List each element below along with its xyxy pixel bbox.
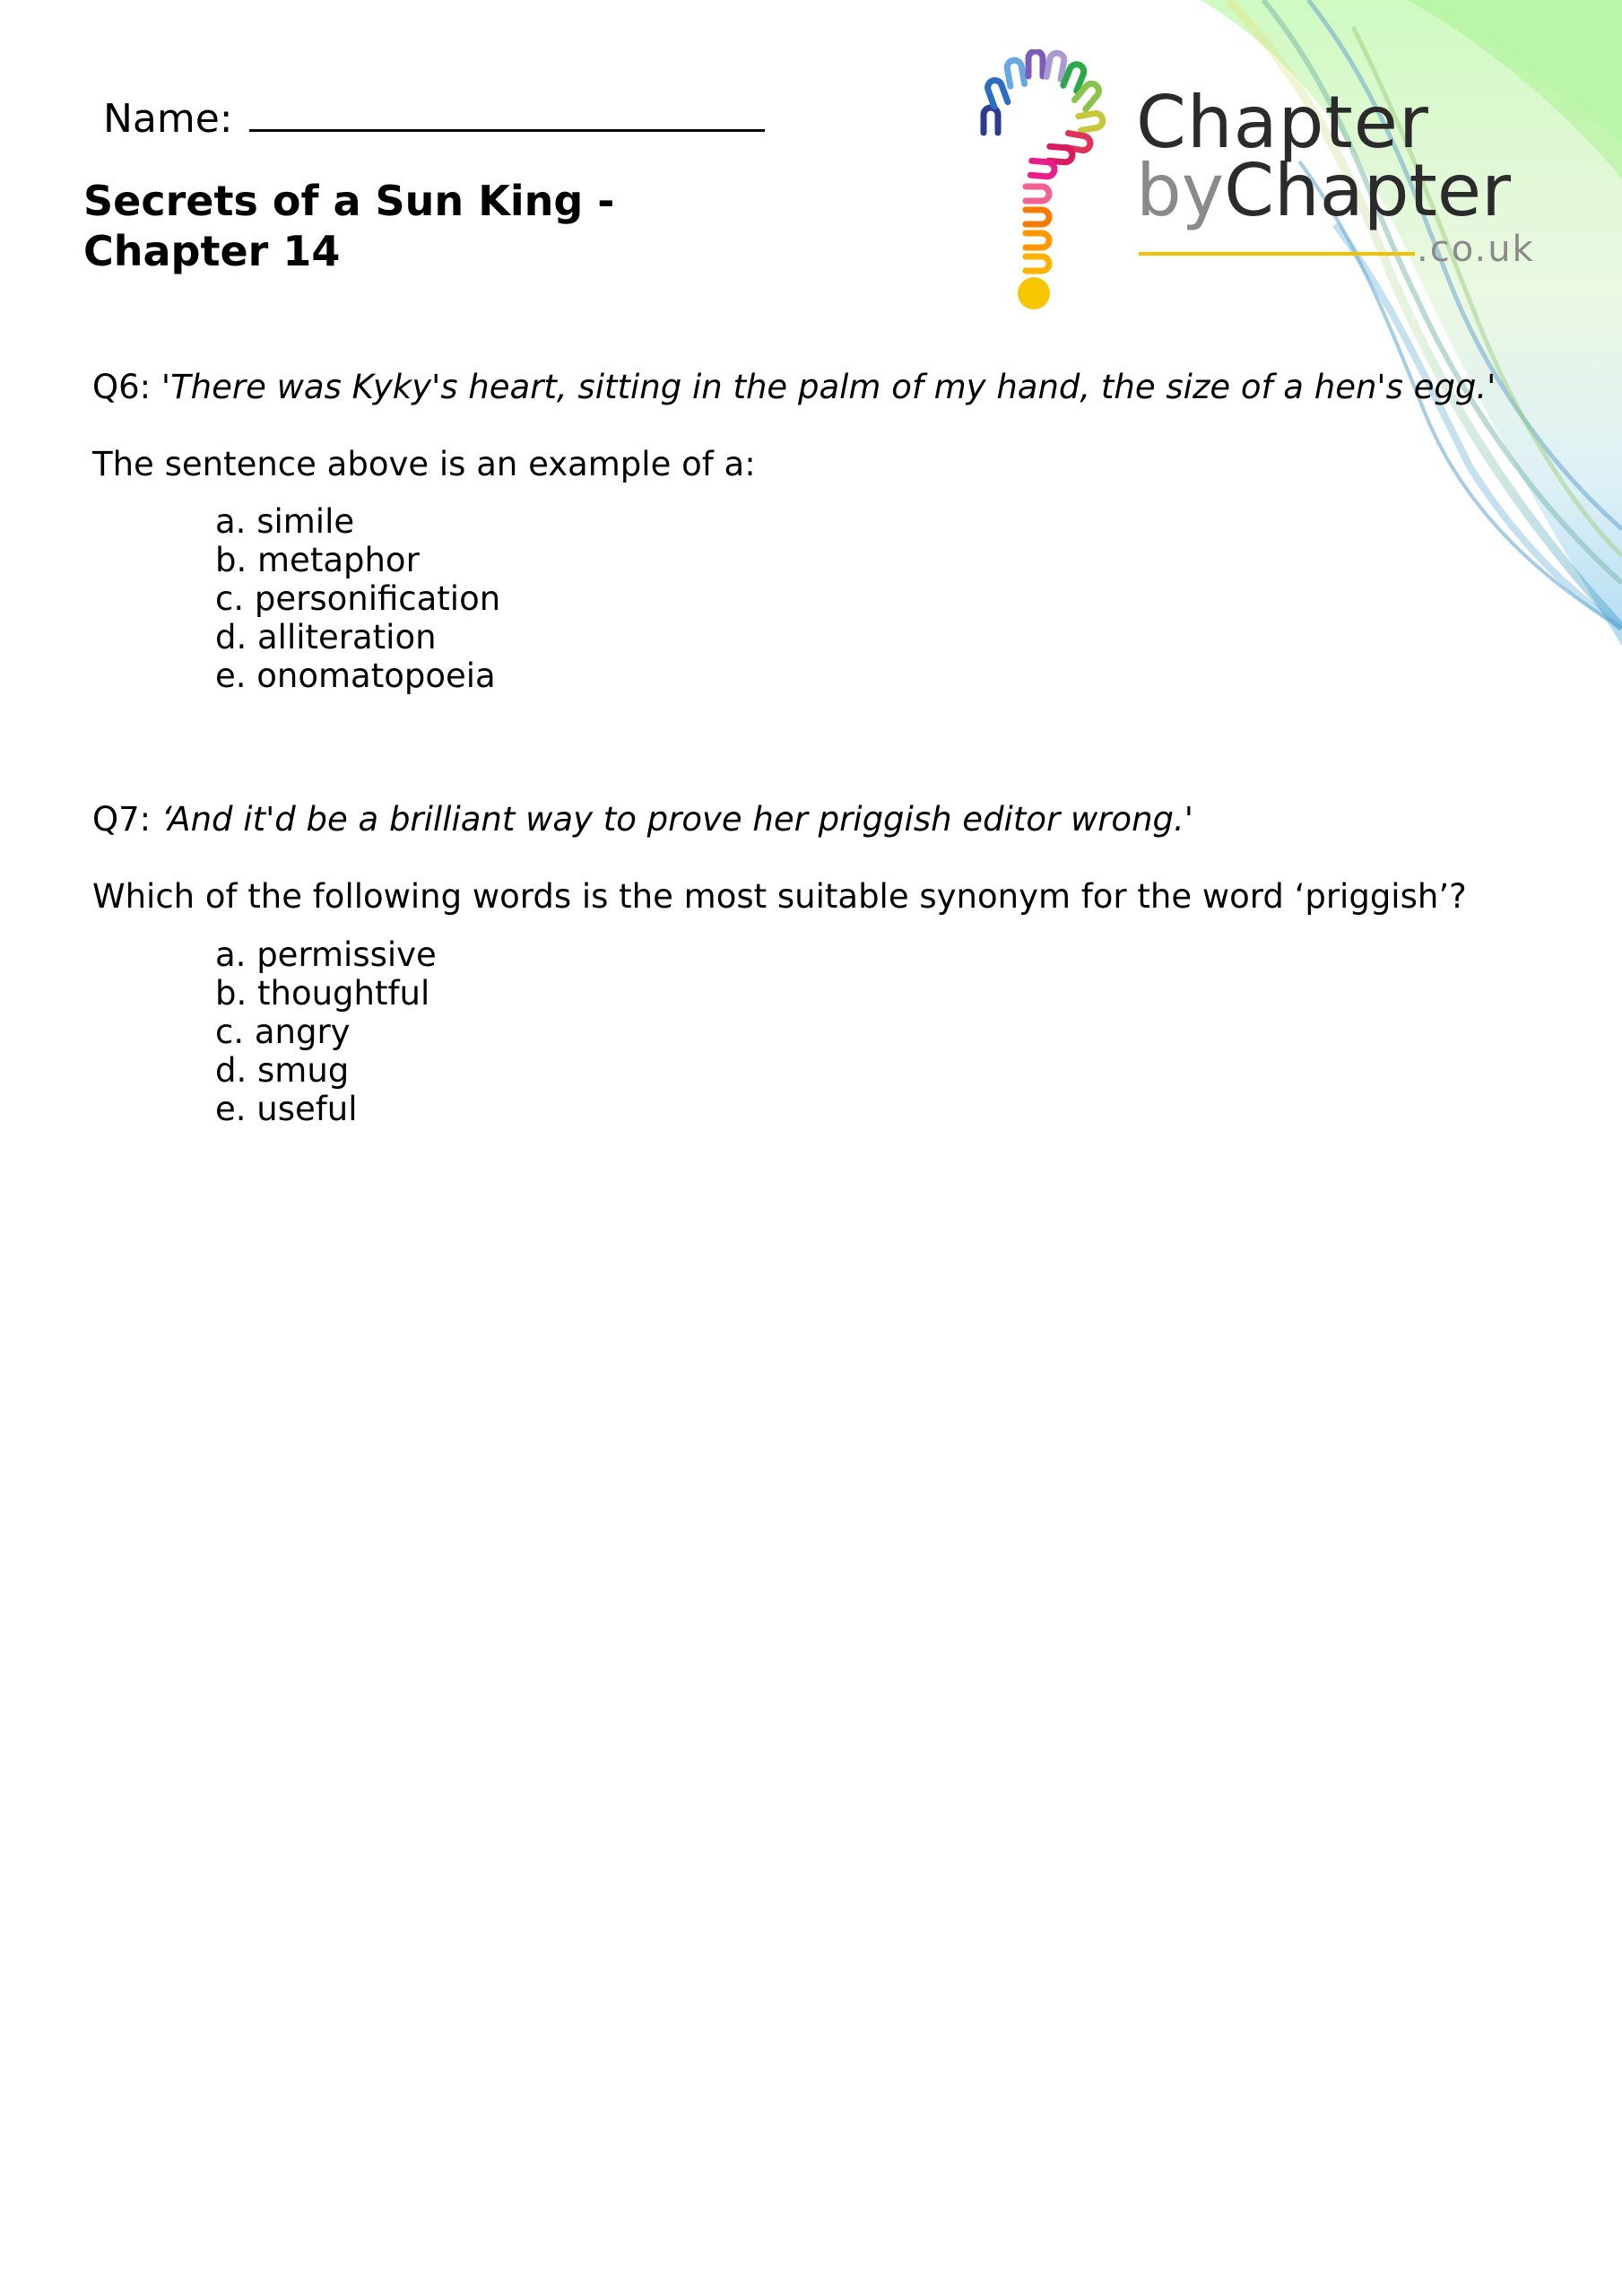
question-7 — [92, 800, 1193, 839]
question-mark-books-icon — [964, 49, 1116, 318]
question-prompt: Which of the following words is the most suitable synonym for the word ‘priggish’? — [92, 877, 1467, 916]
option-d[interactable]: d. smug — [215, 1051, 350, 1090]
answer-options — [215, 935, 437, 1128]
name-field-row — [103, 90, 765, 146]
question-number: Q7: — [92, 800, 152, 839]
option-c[interactable]: c. angry — [215, 1013, 351, 1051]
question-6 — [92, 368, 1496, 407]
option-a[interactable]: a. permissive — [215, 935, 437, 974]
worksheet-title: Secrets of a Sun King - Chapter 14 — [83, 177, 615, 275]
question-quote: ‘And it'd be a brilliant way to prove her priggish editor wrong.' — [160, 800, 1193, 839]
option-d[interactable]: d. alliteration — [215, 618, 437, 657]
logo-domain: .co.uk — [1417, 229, 1535, 270]
name-blank-line[interactable] — [249, 90, 765, 132]
option-e[interactable]: e. onomatopoeia — [215, 657, 496, 695]
option-b[interactable]: b. thoughtful — [215, 974, 430, 1013]
question-quote: 'There was Kyky's heart, sitting in the palm of my hand, the size of a hen's egg.' — [160, 368, 1496, 406]
name-label: Name: — [103, 96, 233, 142]
option-b[interactable]: b. metaphor — [215, 541, 420, 579]
answer-options — [215, 502, 500, 695]
option-c[interactable]: c. personification — [215, 579, 501, 618]
logo-line2 — [1136, 149, 1511, 232]
option-e[interactable]: e. useful — [215, 1090, 358, 1128]
logo-underline — [1139, 252, 1415, 256]
logo-line1: Chapter — [1136, 81, 1429, 164]
logo-wordmark — [1136, 81, 1511, 232]
logo-by: by — [1136, 149, 1225, 232]
question-prompt: The sentence above is an example of a: — [92, 445, 756, 483]
logo-chapter-word: Chapter — [1224, 149, 1511, 232]
chapter-by-chapter-logo — [964, 49, 1538, 318]
question-number: Q6: — [92, 368, 152, 406]
option-a[interactable]: a. simile — [215, 502, 355, 541]
